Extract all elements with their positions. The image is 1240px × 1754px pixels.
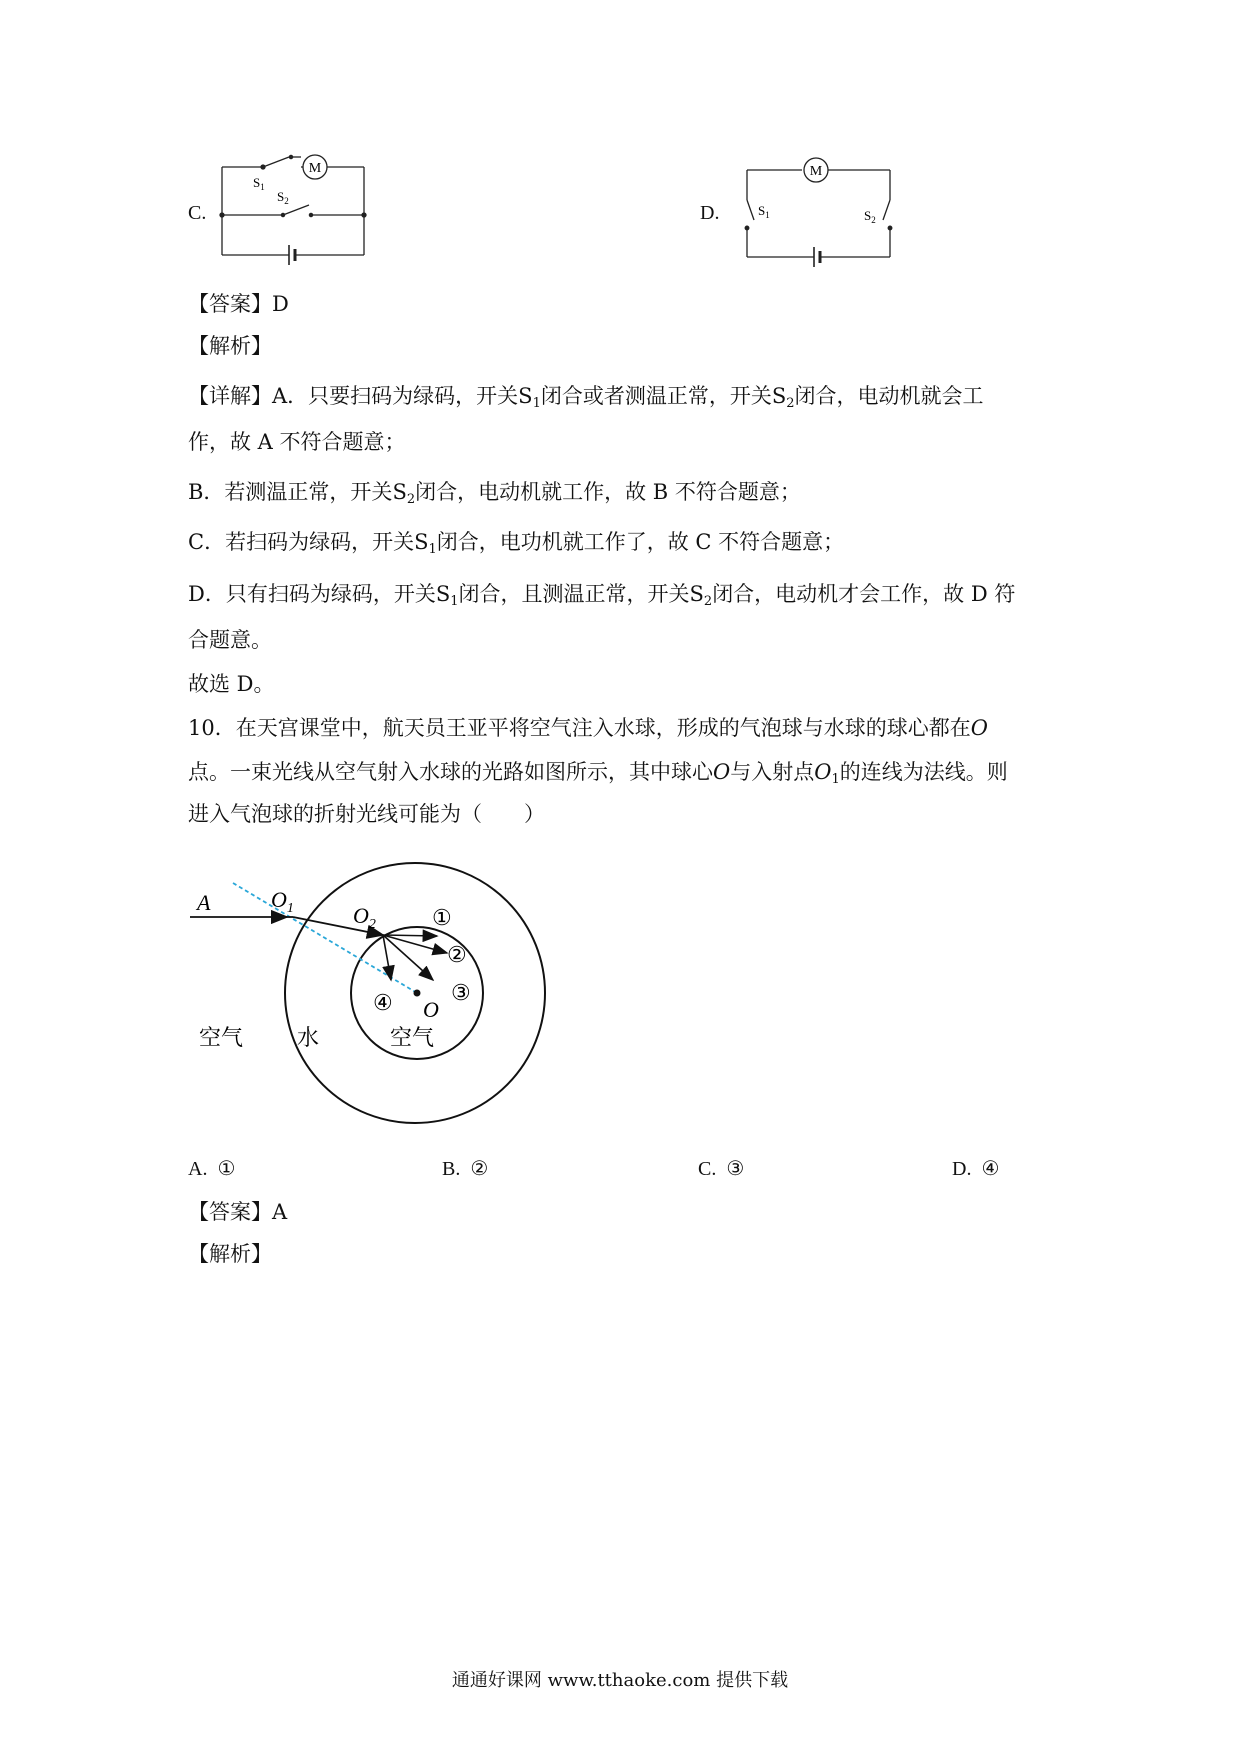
q9-detail-c: C．若扫码为绿码，开关$S_1$闭合，电功机就工作了，故 C 不符合题意；	[188, 530, 845, 557]
air-inner-label: 空气	[390, 1025, 435, 1050]
q10-option-a: A. ①	[188, 1158, 236, 1180]
light-path-figure	[185, 845, 585, 1145]
water-label: 水	[297, 1025, 320, 1050]
ray-3-label: ③	[451, 980, 471, 1005]
answer-value: A	[272, 1200, 288, 1224]
switch-s2-label: $S_2$	[277, 189, 289, 206]
air-outer-label: 空气	[199, 1025, 244, 1050]
switch-s2-label: $S_2$	[864, 208, 876, 225]
q10-answer	[188, 1198, 287, 1226]
q10-analysis-tag: 【解析】	[188, 1242, 272, 1266]
q9-analysis-tag: 【解析】	[188, 334, 272, 358]
q9-answer	[188, 290, 289, 318]
point-o1-label: $O_1$	[271, 887, 294, 916]
ray-4-label: ④	[373, 990, 393, 1015]
answer-tag: 【答案】	[188, 1200, 272, 1224]
q9-detail-a-cont: 作，故 A 不符合题意；	[188, 430, 406, 454]
q9-conclusion: 故选 D。	[188, 672, 275, 696]
q10-stem-line3: 进入气泡球的折射光线可能为（ ）	[188, 802, 545, 826]
answer-tag: 【答案】	[188, 292, 272, 316]
q9-detail-d: D．只有扫码为绿码，开关$S_1$闭合，且测温正常，开关$S_2$闭合，电动机才会工作，故 D 符	[188, 582, 1016, 609]
option-c-label: C.	[188, 202, 207, 224]
q10-option-b: B. ②	[442, 1158, 489, 1180]
answer-value: D	[272, 292, 289, 316]
option-d-label: D.	[700, 202, 720, 224]
q9-detail-a: 【详解】A．只要扫码为绿码，开关$S_1$闭合或者测温正常，开关$S_2$闭合，电动机就会工	[188, 384, 984, 411]
ray-a-label: A	[197, 890, 211, 915]
q9-detail-d-cont: 合题意。	[188, 628, 272, 652]
switch-s1-label: $S_1$	[758, 203, 770, 220]
motor-label: M	[809, 164, 823, 179]
q10-stem-line1: 10．在天宫课堂中，航天员王亚平将空气注入水球，形成的气泡球与水球的球心都在O	[188, 716, 988, 740]
ray-1-label: ①	[432, 905, 452, 930]
page-footer: 通通好课网 www.tthaoke.com 提供下载	[451, 1670, 789, 1691]
ray-2-label: ②	[447, 942, 467, 967]
circuit-d-diagram	[740, 150, 900, 270]
q10-option-c: C. ③	[698, 1158, 745, 1180]
point-o2-label: $O_2$	[353, 903, 376, 932]
motor-label: M	[308, 161, 322, 176]
circuit-c-diagram	[215, 145, 375, 275]
q10-stem-line2: 点。一束光线从空气射入水球的光路如图所示，其中球心O与入射点$O_1$的连线为法线。则	[188, 760, 1008, 787]
q9-detail-b: B．若测温正常，开关$S_2$闭合，电动机就工作，故 B 不符合题意；	[188, 480, 801, 507]
q10-option-d: D. ④	[952, 1158, 1000, 1180]
center-o-label: O	[423, 997, 439, 1022]
switch-s1-label: $S_1$	[253, 175, 265, 192]
